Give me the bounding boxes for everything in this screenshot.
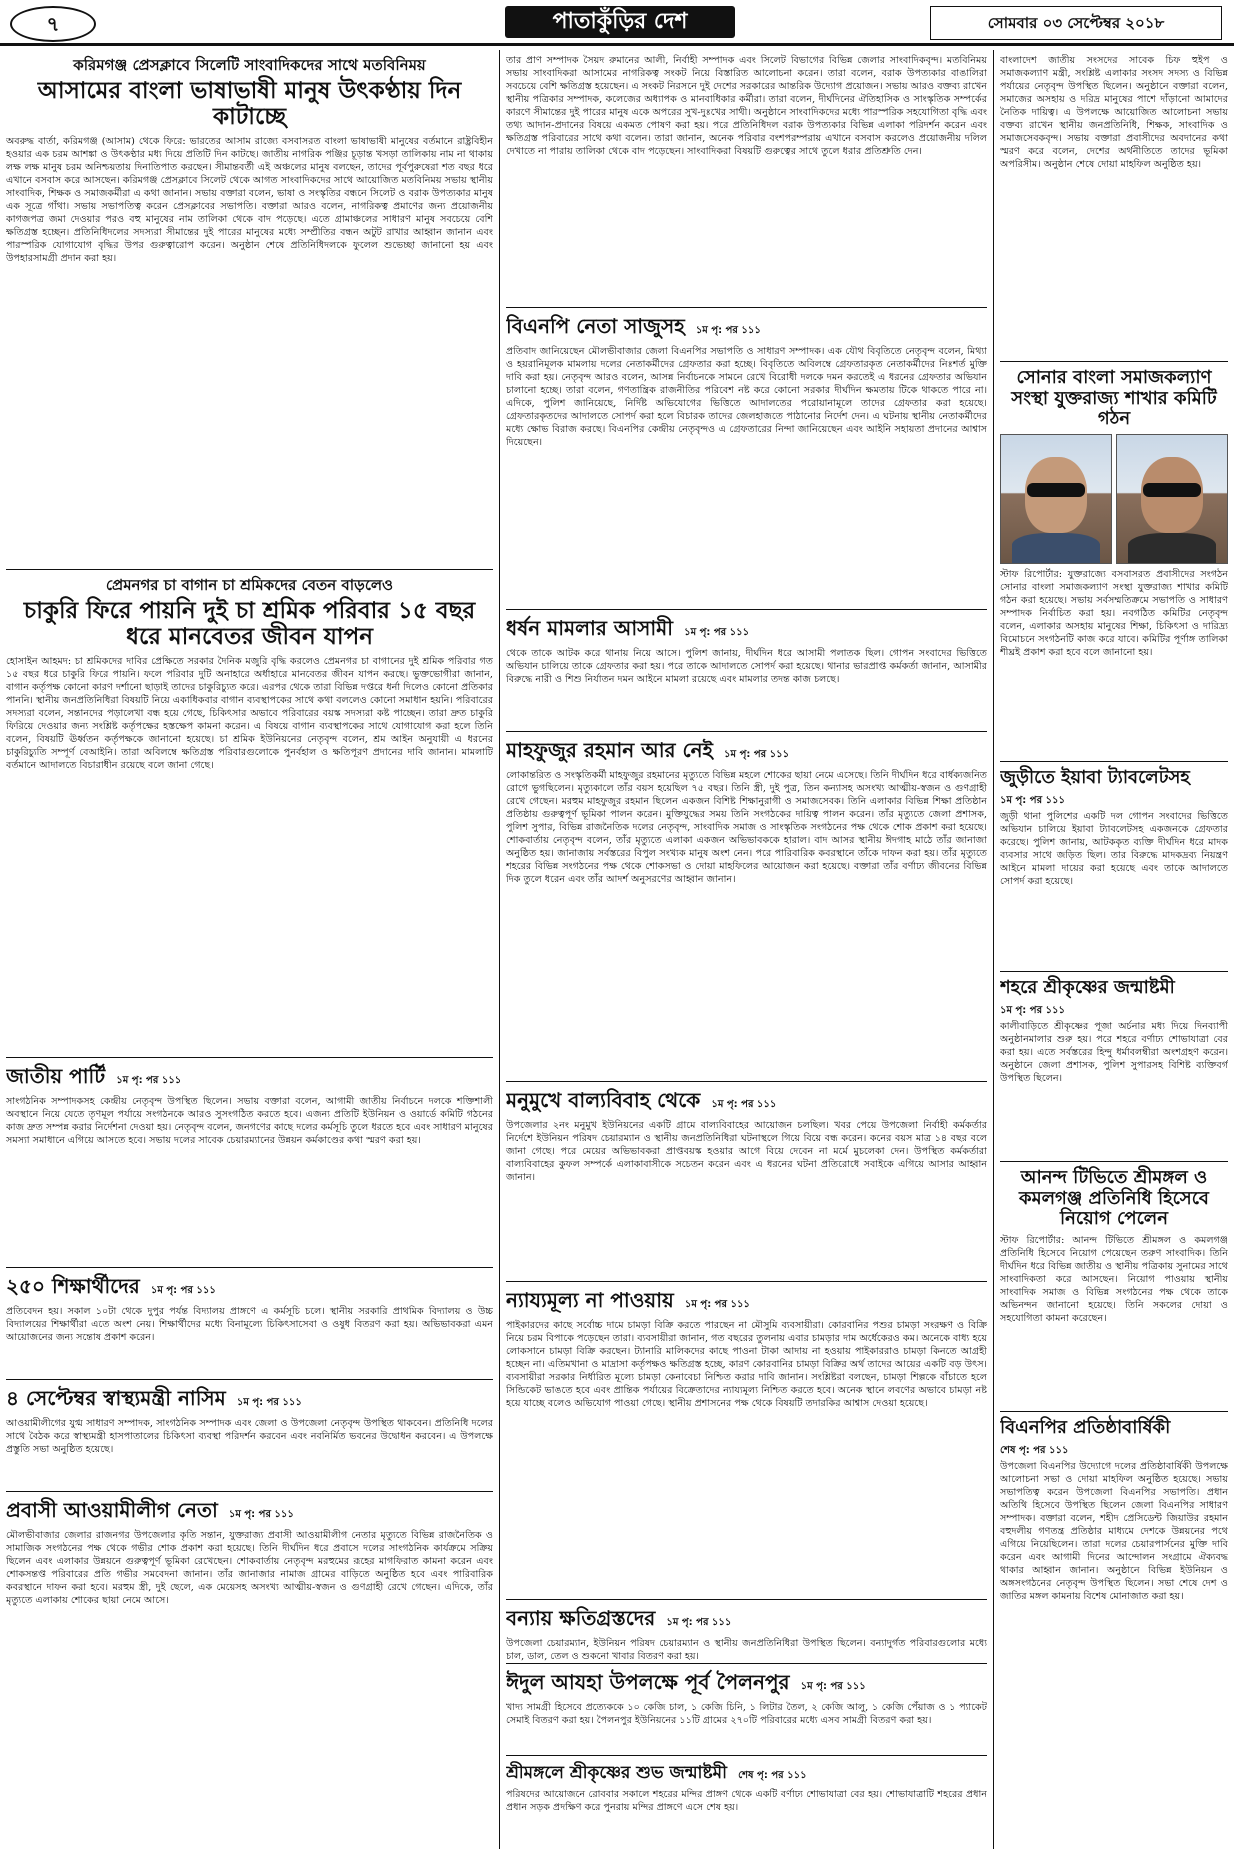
article-headline: ন্যায্যমূল্য না পাওয়ায় — [506, 1288, 674, 1312]
article-headline: মনুমুখে বাল্যবিবাহ থেকে — [506, 1088, 701, 1112]
article-body: পরিষদের আয়োজনে রোববার সকালে শহরের মন্দির প্রাঙ্গণ থেকে একটি বর্ণাঢ্য শোভাযাত্রা বের হয়। শোভাযাত্রাটি শহরের প্রধান প্রধান সড়ক প্রদক্ষিণ করে পুনরায় মন্দির প্রাঙ্গণে এসে শেষ হয়। — [506, 1789, 987, 1813]
article-kicker: প্রেমনগর চা বাগান চা শ্রমিকদের বেতন বাড়লেও — [105, 576, 394, 594]
article-sreemangal-janmashtami — [506, 1756, 987, 1836]
article-body: খাদ্য সামগ্রী হিসেবে প্রত্যেককে ১০ কেজি চাল, ১ কেজি চিনি, ১ লিটার তৈল, ২ কেজি আলু, ১ কেজি পেঁয়াজ ও ১ প্যাকেট সেমাই বিতরণ করা হয়। পৈলনপুর ইউনিয়নের ১১টি গ্রামের ২৭০টি পরিবারের মধ্যে এসব সামগ্রী বিতরণ করা হয়। — [506, 1702, 987, 1726]
article-headline: প্রবাসী আওয়ামীলীগ নেতা — [6, 1498, 218, 1522]
article-headline: ধর্ষন মামলার আসামী — [506, 616, 673, 640]
article-body: জুড়ী থানা পুলিশের একটি দল গোপন সংবাদের ভিত্তিতে অভিযান চালিয়ে ইয়াবা ট্যাবলেটসহ একজনকে গ্রেফতার করেছে। পুলিশ জানায়, আটককৃত ব্যক্তি দীর্ঘদিন ধরে মাদক ব্যবসার সাথে জড়িত ছিল। তার বিরুদ্ধে মাদকদ্রব্য নিয়ন্ত্রণ আইনে মামলা দায়ের করা হয়েছে এবং তাকে আদালতে সোপর্দ করা হয়েছে। — [1000, 810, 1228, 887]
article-headline: বিএনপির প্রতিষ্ঠাবার্ষিকী — [1000, 1417, 1171, 1438]
article-headline: জুড়ীতে ইয়াবা ট্যাবলেটসহ — [1000, 767, 1190, 788]
continuation-ref: ১ম পৃ: পর ১১১ — [1000, 1004, 1066, 1016]
article-mahfuzur-rahman — [506, 732, 987, 1082]
article-jatiya-party — [6, 1058, 493, 1268]
article-headline: ২৫০ শিক্ষার্থীদের — [6, 1274, 140, 1298]
article-body: তার প্রাণ সম্পাদক সৈয়দ রুমানের আলী, নির্বাহী সম্পাদক এবং সিলেট বিভাগের বিভিন্ন জেলার সাংবাদিকবৃন্দ। মতবিনিময় সভায় সাংবাদিকরা আসামের নাগরিকত্ব সংকট নিয়ে বিস্তারিত আলোচনা করেন। তারা বলেন, বরাক উপত্যকার বাঙালিরা সবচেয়ে বেশি ক্ষতিগ্রস্ত হয়েছেন। এ সংকট নিরসনে দুই দেশের সরকারের আন্তরিক উদ্যোগ প্রয়োজন। সভায় আরও বক্তব্য রাখেন স্থানীয় পত্রিকার সম্পাদক, কলেজের অধ্যাপক ও মানবাধিকার কর্মীরা। তারা বলেন, দীর্ঘদিনের ঐতিহাসিক ও সাংস্কৃতিক সম্পর্কের কারণে সীমান্তের দুই পারের মানুষ একে অপরের সুখ-দুঃখের সাথী। অনুষ্ঠানে সাংবাদিকদের মধ্যে পারস্পরিক সহযোগিতা বৃদ্ধি এবং তথ্য আদান-প্রদানের বিষয়ে একমত পোষণ করা হয়। পরে প্রতিনিধিদল বরাক উপত্যকার বিভিন্ন এলাকা পরিদর্শন করেন এবং ক্ষতিগ্রস্ত পরিবারের সাথে কথা বলেন। তারা জানান, অনেক পরিবার বংশপরম্পরায় এখানে বসবাস করলেও প্রয়োজনীয় দলিল দেখাতে না পারায় তালিকা থেকে বাদ পড়েছেন। সাংবাদিকরা বিষয়টি গুরুত্বের সাথে তুলে ধরার প্রতিশ্রুতি দেন। — [506, 55, 987, 157]
column-left — [0, 50, 500, 1849]
article-body: প্রতিবেদন হয়। সকাল ১০টা থেকে দুপুর পর্যন্ত বিদ্যালয় প্রাঙ্গণে এ কর্মসূচি চলে। স্থানীয় সরকারি প্রাথমিক বিদ্যালয় ও উচ্চ বিদ্যালয়ের শিক্ষার্থীরা এতে অংশ নেয়। শিক্ষার্থীদের মধ্যে বিনামূল্যে চিকিৎসাসেবা ও ওষুধ বিতরণ করা হয়। অভিভাবকরা এমন আয়োজনের জন্য সন্তোষ প্রকাশ করেন। — [6, 1306, 493, 1343]
article-bnp-leader — [506, 308, 987, 610]
article-body: প্রতিবাদ জানিয়েছেন মৌলভীবাজার জেলা বিএনপির সভাপতি ও সাধারণ সম্পাদক। এক যৌথ বিবৃতিতে নেতৃবৃন্দ বলেন, মিথ্যা ও হয়রানিমূলক মামলায় দলের নেতাকর্মীদের গ্রেফতার করা হচ্ছে। বিবৃতিতে অবিলম্বে গ্রেফতারকৃত নেতাকর্মীদের নিঃশর্ত মুক্তি দাবি করা হয়। নেতৃবৃন্দ আরও বলেন, আসন্ন নির্বাচনকে সামনে রেখে বিরোধী দলকে দমন করতেই এ ধরনের গ্রেফতার অভিযান চালানো হচ্ছে। তারা বলেন, গণতান্ত্রিক রাজনীতির পরিবেশ নষ্ট করে কোনো সরকার দীর্ঘদিন ক্ষমতায় টিকে থাকতে পারে না। এদিকে, পুলিশ জানিয়েছে, নির্দিষ্ট অভিযোগের ভিত্তিতে আদালতের পরোয়ানামূলে তাদের গ্রেফতার করা হয়েছে। গ্রেফতারকৃতদের আদালতে সোপর্দ করা হলে বিচারক তাদের জেলহাজতে পাঠানোর নির্দেশ দেন। এ ঘটনায় স্থানীয় নেতাকর্মীদের মধ্যে ক্ষোভ বিরাজ করছে। বিএনপির কেন্দ্রীয় নেতৃবৃন্দও এ গ্রেফতারের নিন্দা জানিয়েছেন এবং আইনি সহায়তা প্রদানের আশ্বাস দিয়েছেন। — [506, 346, 987, 448]
article-assam-bengali — [6, 50, 493, 570]
continuation-ref: ১ম পৃ: পর ১১১ — [228, 1509, 294, 1520]
article-title-line — [506, 1760, 987, 1788]
article-body: বাংলাদেশ জাতীয় সংসদের সাবেক চিফ হুইপ ও সমাজকল্যাণ মন্ত্রী, সংশ্লিষ্ট এলাকার সংসদ সদস্য ও বিভিন্ন পর্যায়ের নেতৃবৃন্দ উপস্থিত ছিলেন। অনুষ্ঠানে বক্তারা বলেন, সমাজের অসহায় ও দরিদ্র মানুষের পাশে দাঁড়ানো আমাদের নৈতিক দায়িত্ব। এ উপলক্ষে আয়োজিত আলোচনা সভায় বক্তব্য রাখেন স্থানীয় জনপ্রতিনিধি, শিক্ষক, সাংবাদিক ও সমাজসেবকবৃন্দ। সভায় বক্তারা প্রবাসীদের অবদানের কথা স্মরণ করে বলেন, দেশের অর্থনীতিতে তাদের ভূমিকা অপরিসীম। অনুষ্ঠান শেষে দোয়া মাহফিল অনুষ্ঠিত হয়। — [1000, 55, 1228, 170]
article-health-minister — [6, 1380, 493, 1492]
article-body: আওয়ামীলীগের যুগ্ম সাধারণ সম্পাদক, সাংগঠনিক সম্পাদক এবং জেলা ও উপজেলা নেতৃবৃন্দ উপস্থিত থাকবেন। প্রতিনিধি দলের সাথে বৈঠক করে স্বাস্থ্যমন্ত্রী হাসপাতালের চিকিৎসা ব্যবস্থা পরিদর্শন করবেন এবং নবনির্মিত ভবনের উদ্বোধন করবেন। এ উপলক্ষে প্রস্তুতি সভা অনুষ্ঠিত হয়েছে। — [6, 1418, 493, 1455]
article-body: স্টাফ রিপোর্টার: যুক্তরাজ্যে বসবাসরত প্রবাসীদের সংগঠন সোনার বাংলা সমাজকল্যাণ সংস্থা যুক্তরাজ্য শাখার কমিটি গঠন করা হয়েছে। সভায় সর্বসম্মতিক্রমে সভাপতি ও সাধারণ সম্পাদক নির্বাচিত করা হয়। নবগঠিত কমিটির নেতৃবৃন্দ বলেন, এলাকার অসহায় মানুষের শিক্ষা, চিকিৎসা ও দারিদ্র্য বিমোচনে সংগঠনটি কাজ করে যাবে। কমিটির পূর্ণাঙ্গ তালিকা শীঘ্রই প্রকাশ করা হবে বলে জানানো হয়। — [1000, 569, 1228, 659]
article-body: লোকান্তরিত ও সংস্কৃতিকর্মী মাহফুজুর রহমানের মৃত্যুতে বিভিন্ন মহলে শোকের ছায়া নেমে এসেছে। তিনি দীর্ঘদিন ধরে বার্ধক্যজনিত রোগে ভুগছিলেন। মৃত্যুকালে তাঁর বয়স হয়েছিল ৭৫ বছর। তিনি স্ত্রী, দুই পুত্র, তিন কন্যাসহ অসংখ্য আত্মীয়-স্বজন ও গুণগ্রাহী রেখে গেছেন। মরহুম মাহফুজুর রহমান ছিলেন একজন বিশিষ্ট শিক্ষানুরাগী ও সমাজসেবক। তিনি এলাকার বিভিন্ন শিক্ষা প্রতিষ্ঠান প্রতিষ্ঠায় গুরুত্বপূর্ণ ভূমিকা পালন করেন। মুক্তিযুদ্ধের সময় তিনি সংগঠকের দায়িত্ব পালন করেন। তাঁর মৃত্যুতে জেলা প্রশাসক, পুলিশ সুপার, বিভিন্ন রাজনৈতিক দলের নেতৃবৃন্দ, সাংবাদিক সমাজ ও সাংস্কৃতিক সংগঠনের পক্ষ থেকে শোক প্রকাশ করা হয়েছে। শোকবার্তায় নেতৃবৃন্দ বলেন, তাঁর মৃত্যুতে এলাকা একজন অভিভাবককে হারাল। বাদ আসর স্থানীয় ঈদগাহ মাঠে তাঁর জানাজা অনুষ্ঠিত হয়। জানাজায় সর্বস্তরের বিপুল সংখ্যক মানুষ অংশ নেন। পরে পারিবারিক কবরস্থানে তাঁকে দাফন করা হয়। তাঁর মৃত্যুতে শহরের বিভিন্ন সংগঠনের পক্ষ থেকে শোকসভা ও দোয়া মাহফিলের আয়োজন করা হয়েছে। বক্তারা তাঁর বর্ণাঢ্য জীবনের বিভিন্ন দিক তুলে ধরেন এবং তাঁর আদর্শ অনুসরণের আহ্বান জানান। — [506, 770, 987, 885]
portrait-photo — [1000, 434, 1112, 564]
article-headline: শ্রীমঙ্গলে শ্রীকৃষ্ণের শুভ জন্মাষ্টমী — [506, 1763, 727, 1783]
article-body: হোসাইন আহমদ: চা শ্রমিকদের দাবির প্রেক্ষিতে সরকার দৈনিক মজুরি বৃদ্ধি করলেও প্রেমনগর চা বাগানের দুই শ্রমিক পরিবার গত ১৫ বছর ধরে চাকুরি ফিরে পায়নি। ফলে পরিবার দুটি অনাহারে অর্ধাহারে মানবেতর জীবন যাপন করছে। ভুক্তভোগীরা জানান, বাগান কর্তৃপক্ষ কোনো কারণ দর্শানো ছাড়াই তাদের চাকুরিচ্যুত করে। এরপর থেকে তারা বিভিন্ন দপ্তরে ধর্না দিলেও কোনো প্রতিকার পাননি। স্থানীয় জনপ্রতিনিধিরা বিষয়টি নিয়ে একাধিকবার বাগান ব্যবস্থাপকের সাথে কথা বললেও কোনো সমাধান হয়নি। পরিবারের সদস্যরা বলেন, সন্তানদের পড়ালেখা বন্ধ হয়ে গেছে, চিকিৎসার অভাবে পরিবারের বয়স্ক সদস্যরা কষ্ট পাচ্ছেন। তারা দ্রুত চাকুরি ফিরিয়ে দেওয়ার জন্য সংশ্লিষ্ট কর্তৃপক্ষের হস্তক্ষেপ কামনা করেন। এ বিষয়ে বাগান ব্যবস্থাপকের সাথে যোগাযোগ করা হলে তিনি বলেন, বিষয়টি ঊর্ধ্বতন কর্তৃপক্ষকে জানানো হয়েছে। চা শ্রমিক ইউনিয়নের নেতৃবৃন্দ বলেন, শ্রম আইন অনুযায়ী এ ধরনের চাকুরিচ্যুতি সম্পূর্ণ বেআইনি। তারা অবিলম্বে ক্ষতিগ্রস্ত পরিবারগুলোকে পুনর্বহাল ও ক্ষতিপূরণ প্রদানের দাবি জানান। মামলাটি বর্তমানে আদালতে বিচারাধীন রয়েছে বলে জানা গেছে। — [6, 655, 493, 771]
article-sonar-bangla-committee — [1000, 362, 1228, 762]
article-child-marriage — [506, 1082, 987, 1282]
article-anondo-tv — [1000, 1162, 1228, 1412]
article-body: কালীবাড়িতে শ্রীকৃষ্ণের পূজা অর্চনার মধ্য দিয়ে দিনব্যাপী অনুষ্ঠানমালার শুরু হয়। পরে শহরে বর্ণাঢ্য শোভাযাত্রা বের করা হয়। এতে সর্বস্তরের হিন্দু ধর্মাবলম্বীরা অংশগ্রহণ করেন। অনুষ্ঠানে জেলা প্রশাসক, পুলিশ সুপারসহ বিশিষ্ট ব্যক্তিবর্গ উপস্থিত ছিলেন। — [1000, 1020, 1228, 1084]
continuation-ref: ১ম পৃ: পর ১১১ — [666, 1617, 732, 1628]
masthead — [0, 0, 1234, 46]
article-kicker: করিমগঞ্জ প্রেসক্লাবে সিলেটি সাংবাদিকদের সাথে মতবিনিময় — [73, 56, 426, 74]
article-title-line — [506, 614, 987, 647]
article-headline: চাকুরি ফিরে পায়নি দুই চা শ্রমিক পরিবার ১৫ বছর ধরে মানবেতর জীবন যাপন — [23, 598, 476, 651]
article-body: অবরুদ্ধ বার্তা, করিমগঞ্জ (আসাম) থেকে ফিরে: ভারতের আসাম রাজ্যে বসবাসরত বাংলা ভাষাভাষী মানুষের বর্তমানে রাষ্ট্রবিহীন হওয়ার এক চরম আশঙ্কা ও উৎকণ্ঠার মধ্য দিয়ে প্রতিটি দিন কাটছে। জাতীয় নাগরিক পঞ্জির চূড়ান্ত খসড়া তালিকায় নাম না থাকায় লক্ষ লক্ষ মানুষ চরম অনিশ্চয়তায় দিনাতিপাত করছেন। সীমান্তবর্তী এই অঞ্চলের মানুষ বলছেন, তাদের পূর্বপুরুষেরা শত বছর ধরে এখানে বসবাস করে আসছেন। করিমগঞ্জ প্রেসক্লাবে সিলেট থেকে আগত সাংবাদিকদের সাথে আয়োজিত মতবিনিময় সভায় স্থানীয় সাংবাদিক, শিক্ষক ও সমাজকর্মীরা এ কথা জানান। সভায় বক্তারা বলেন, ভাষা ও সংস্কৃতির বন্ধনে সিলেট ও বরাক উপত্যকার মানুষ এক সূত্রে গাঁথা। সভায় সভাপতিত্ব করেন প্রেসক্লাবের সভাপতি। বক্তারা আরও বলেন, নাগরিকত্ব প্রমাণের জন্য প্রয়োজনীয় কাগজপত্র জমা দেওয়ার পরও বহু মানুষের নাম তালিকা থেকে বাদ পড়েছে। এতে গ্রামাঞ্চলের সাধারণ মানুষ সবচেয়ে বেশি ক্ষতিগ্রস্ত হচ্ছেন। প্রতিনিধিদলের সদস্যরা সীমান্তের দুই পারের মানুষের মধ্যে সম্প্রীতির বন্ধন অটুট রাখার আহ্বান জানান এবং পারস্পরিক যোগাযোগ বৃদ্ধির উপর গুরুত্বারোপ করেন। অনুষ্ঠান শেষে প্রতিনিধিদলকে ফুলেল শুভেচ্ছা জানানো হয় এবং উপহারসামগ্রী প্রদান করা হয়। — [6, 135, 493, 264]
article-title-line — [6, 1062, 493, 1095]
photo-row — [1000, 434, 1228, 564]
continuation-ref: ১ম পৃ: পর ১১১ — [116, 1075, 182, 1086]
article-hide-prices — [506, 1282, 987, 1600]
article-rape-case-accused — [506, 610, 987, 732]
article-eid-distribution — [506, 1664, 987, 1756]
article-title-line — [6, 1272, 493, 1305]
article-title-line — [6, 1496, 493, 1529]
article-body: উপজেলা চেয়ারম্যান, ইউনিয়ন পরিষদ চেয়ারম্যান ও স্থানীয় জনপ্রতিনিধিরা উপস্থিত ছিলেন। বন্যাদুর্গত পরিবারগুলোর মধ্যে চাল, ডাল, তেল ও শুকনো খাবার বিতরণ করা হয়। — [506, 1638, 987, 1662]
article-body: মৌলভীবাজার জেলার রাজনগর উপজেলার কৃতি সন্তান, যুক্তরাজ্য প্রবাসী আওয়ামীলীগ নেতার মৃত্যুতে বিভিন্ন রাজনৈতিক ও সামাজিক সংগঠনের পক্ষ থেকে গভীর শোক প্রকাশ করা হয়েছে। তিনি দীর্ঘদিন ধরে প্রবাসে দলের সাংগঠনিক কার্যক্রমে সক্রিয় ছিলেন এবং এলাকার উন্নয়নে গুরুত্বপূর্ণ ভূমিকা রেখেছেন। শোকবার্তায় নেতৃবৃন্দ মরহুমের রূহের মাগফিরাত কামনা করেন এবং শোকসন্তপ্ত পরিবারের প্রতি গভীর সমবেদনা জানান। তাঁর জানাজার নামাজ গ্রামের বাড়িতে অনুষ্ঠিত হবে এবং পারিবারিক কবরস্থানে দাফন করা হবে। মরহুম স্ত্রী, দুই ছেলে, এক মেয়েসহ অসংখ্য আত্মীয়-স্বজন ও গুণগ্রাহী রেখে গেছেন। এদিকে, তাঁর মৃত্যুতে এলাকায় শোকের ছায়া নেমে আসে। — [6, 1530, 493, 1606]
continuation-ref: ১ম পৃ: পর ১১১ — [724, 749, 790, 760]
article-headline: সোনার বাংলা সমাজকল্যাণ সংস্থা যুক্তরাজ্য শাখার কমিটি গঠন — [1011, 367, 1217, 430]
article-body: সাংগঠনিক সম্পাদকসহ কেন্দ্রীয় নেতৃবৃন্দ উপস্থিত ছিলেন। সভায় বক্তারা বলেন, আগামী জাতীয় নির্বাচনে দলকে শক্তিশালী অবস্থানে নিয়ে যেতে তৃণমূল পর্যায়ে সংগঠনকে আরও সুসংগঠিত করতে হবে। এজন্য প্রতিটি ইউনিয়ন ও ওয়ার্ডে কমিটি গঠনের কাজ দ্রুত সম্পন্ন করার নির্দেশনা দেওয়া হয়। নেতৃবৃন্দ বলেন, জনগণের কাছে দলের কর্মসূচি তুলে ধরতে হবে এবং সাধারণ মানুষের সমস্যা সমাধানে এগিয়ে আসতে হবে। সভায় দলের সাবেক চেয়ারম্যানের উন্নয়ন কর্মকাণ্ডের কথা স্মরণ করা হয়। — [6, 1096, 493, 1146]
continuation-ref: ১ম পৃ: পর ১১১ — [695, 325, 761, 336]
column-right — [994, 50, 1234, 1849]
article-headline: মাহফুজুর রহমান আর নেই — [506, 738, 713, 762]
continuation-ref: শেষ পৃ: পর ১১১ — [738, 1770, 807, 1781]
column-middle — [500, 50, 994, 1849]
article-town-janmashtami — [1000, 972, 1228, 1162]
article-title-line — [506, 736, 987, 769]
article-body: থেকে তাকে আটক করে থানায় নিয়ে আসে। পুলিশ জানায়, দীর্ঘদিন ধরে আসামী পলাতক ছিল। গোপন সংবাদের ভিত্তিতে অভিযান চালিয়ে তাকে গ্রেফতার করা হয়। পরে তাকে আদালতে সোপর্দ করা হয়েছে। থানার ভারপ্রাপ্ত কর্মকর্তা জানান, আসামীর বিরুদ্ধে নারী ও শিশু নির্যাতন দমন আইনে মামলা রয়েছে এবং মামলার তদন্ত কাজ চলছে। — [506, 648, 987, 685]
article-headline: বিএনপি নেতা সাজুসহ — [506, 314, 685, 338]
portrait-shirt — [1128, 533, 1216, 563]
article-250-students — [6, 1268, 493, 1380]
article-headline: আসামের বাংলা ভাষাভাষী মানুষ উৎকণ্ঠায় দিন কাটাচ্ছে — [37, 78, 462, 131]
article-juri-yaba — [1000, 762, 1228, 972]
continuation-ref: ১ম পৃ: পর ১১১ — [150, 1285, 216, 1296]
article-headline: ৪ সেপ্টেম্বর স্বাস্থ্যমন্ত্রী নাসিম — [6, 1386, 226, 1410]
continuation-ref: ১ম পৃ: পর ১১১ — [1000, 794, 1066, 806]
article-title-line — [506, 1286, 987, 1319]
article-title-line — [506, 1668, 987, 1701]
article-title-line — [6, 1384, 493, 1417]
continuation-ref: ১ম পৃ: পর ১১১ — [684, 1299, 750, 1310]
article-title-line — [506, 1604, 987, 1637]
article-expat-leader — [6, 1492, 493, 1832]
article-headline: আনন্দ টিভিতে শ্রীমঙ্গল ও কমলগঞ্জ প্রতিনিধি হিসেবে নিয়োগ পেলেন — [1019, 1167, 1209, 1230]
article-continuation-top — [506, 50, 987, 308]
article-headline: শহরে শ্রীকৃষ্ণের জন্মাষ্টমী — [1000, 977, 1175, 998]
article-continuation-right — [1000, 50, 1228, 362]
article-body: উপজেলা বিএনপির উদ্যোগে দলের প্রতিষ্ঠাবার্ষিকী উপলক্ষে আলোচনা সভা ও দোয়া মাহফিল অনুষ্ঠিত হয়েছে। সভায় সভাপতিত্ব করেন উপজেলা বিএনপির সভাপতি। প্রধান অতিথি হিসেবে উপস্থিত ছিলেন জেলা বিএনপির সাধারণ সম্পাদক। বক্তারা বলেন, শহীদ প্রেসিডেন্ট জিয়াউর রহমান বহুদলীয় গণতন্ত্র প্রতিষ্ঠার মাধ্যমে দেশকে উন্নয়নের পথে এগিয়ে নিয়েছিলেন। তারা দলের চেয়ারপার্সনের মুক্তি দাবি করেন এবং আগামী দিনের আন্দোলন সংগ্রামে ঐক্যবদ্ধ থাকার আহ্বান জানান। অনুষ্ঠানে বিভিন্ন ইউনিয়ন ও অঙ্গসংগঠনের নেতৃবৃন্দ উপস্থিত ছিলেন। সভা শেষে দেশ ও জাতির মঙ্গল কামনায় বিশেষ মোনাজাত করা হয়। — [1000, 1460, 1228, 1602]
continuation-ref: শেষ পৃ: পর ১১১ — [1000, 1444, 1069, 1456]
article-title-line — [506, 312, 987, 345]
article-tea-workers — [6, 570, 493, 1058]
article-body: পাইকারদের কাছে সর্বোচ্চ দামে চামড়া বিক্রি করতে পারছেন না মৌসুমি ব্যবসায়ীরা। কোরবানির পশুর চামড়া সংরক্ষণ ও বিক্রি নিয়ে চরম বিপাকে পড়েছেন তারা। ব্যবসায়ীরা জানান, গত বছরের তুলনায় এবার চামড়ার দাম অর্ধেকেরও কম। অনেকে বাধ্য হয়ে লোকসানে চামড়া বিক্রি করছেন। ট্যানারি মালিকদের কাছে পাওনা টাকা আদায় না হওয়ায় পাইকাররাও চামড়া কিনতে আগ্রহী হচ্ছেন না। এতিমখানা ও মাদ্রাসা কর্তৃপক্ষও ক্ষতিগ্রস্ত হচ্ছে, কারণ কোরবানির চামড়া বিক্রির অর্থ তাদের আয়ের একটি বড় উৎস। ব্যবসায়ীরা সরকার নির্ধারিত মূল্যে চামড়া কেনাবেচা নিশ্চিত করার দাবি জানান। সংশ্লিষ্টরা বলছেন, চামড়া শিল্পকে বাঁচাতে হলে সিন্ডিকেট ভাঙতে হবে এবং প্রান্তিক পর্যায়ের বিক্রেতাদের ন্যায্যমূল্য নিশ্চিত করতে হবে। অনেক স্থানে লবণের অভাবে চামড়া নষ্ট হয়ে যাচ্ছে বলেও অভিযোগ পাওয়া গেছে। স্থানীয় প্রশাসনের পক্ষ থেকে বিষয়টি তদারকির আশ্বাস দেওয়া হয়েছে। — [506, 1320, 987, 1409]
article-body: উপজেলার ২নং মনুমুখ ইউনিয়নের একটি গ্রামে বাল্যবিবাহের আয়োজন চলছিল। খবর পেয়ে উপজেলা নির্বাহী কর্মকর্তার নির্দেশে ইউনিয়ন পরিষদ চেয়ারম্যান ও স্থানীয় জনপ্রতিনিধিরা ঘটনাস্থলে গিয়ে বিয়ে বন্ধ করেন। কনের বয়স মাত্র ১৪ বছর বলে জানা গেছে। পরে মেয়ের অভিভাবকরা প্রাপ্তবয়স্ক হওয়ার আগে বিয়ে দেবেন না মর্মে মুচলেকা দেন। উপস্থিত কর্মকর্তারা বাল্যবিবাহের কুফল সম্পর্কে এলাকাবাসীকে সচেতন করেন এবং এ ধরনের ঘটনা প্রতিরোধে সবাইকে এগিয়ে আসার আহ্বান জানান। — [506, 1120, 987, 1183]
continuation-ref: ১ম পৃ: পর ১১১ — [800, 1681, 866, 1692]
article-headline: বন্যায় ক্ষতিগ্রস্তদের — [506, 1606, 656, 1630]
article-flood-relief — [506, 1600, 987, 1664]
sunglasses — [1143, 483, 1201, 497]
continuation-ref: ১ম পৃ: পর ১১১ — [711, 1099, 777, 1110]
article-title-line — [506, 1086, 987, 1119]
page-number: ৭ — [10, 6, 96, 42]
sunglasses — [1027, 483, 1085, 497]
portrait-photo — [1116, 434, 1228, 564]
article-bnp-anniversary — [1000, 1412, 1228, 1832]
portrait-shirt — [1012, 533, 1100, 563]
continuation-ref: ১ম পৃ: পর ১১১ — [684, 627, 750, 638]
article-headline: ঈদুল আযহা উপলক্ষে পূর্ব পৈলনপুর — [506, 1670, 790, 1694]
issue-date: সোমবার ০৩ সেপ্টেম্বর ২০১৮ — [930, 6, 1222, 40]
paper-logo: পাতাকুঁড়ির দেশ — [505, 6, 735, 38]
article-body: স্টাফ রিপোর্টার: আনন্দ টিভিতে শ্রীমঙ্গল ও কমলগঞ্জ প্রতিনিধি হিসেবে নিয়োগ পেয়েছেন তরুণ সাংবাদিক। তিনি দীর্ঘদিন ধরে বিভিন্ন জাতীয় ও স্থানীয় পত্রিকায় সুনামের সাথে সাংবাদিকতা করে আসছেন। নিয়োগ পাওয়ায় স্থানীয় সাংবাদিক সমাজ ও বিভিন্ন সংগঠনের পক্ষ থেকে তাকে অভিনন্দন জানানো হয়েছে। তিনি সকলের দোয়া ও সহযোগিতা কামনা করেছেন। — [1000, 1235, 1228, 1325]
article-headline: জাতীয় পার্টি — [6, 1064, 106, 1088]
continuation-ref: ১ম পৃ: পর ১১১ — [236, 1397, 302, 1408]
